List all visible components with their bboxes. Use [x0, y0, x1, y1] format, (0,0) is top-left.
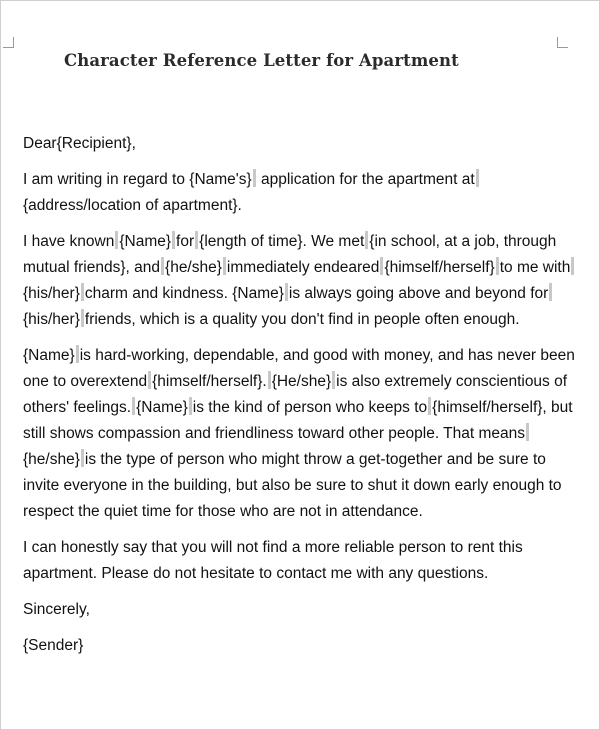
text-run: immediately endeared: [226, 259, 380, 276]
paragraph-2: [23, 229, 583, 333]
field-marker: [81, 449, 84, 467]
field-marker: [81, 309, 84, 327]
field-marker: [195, 231, 198, 249]
paragraph-4: I can honestly say that you will not find a more reliable person to rent this apartment. Please do not hesitate to contact me with any questions.: [23, 539, 523, 582]
field-marker: [253, 169, 256, 187]
field-marker: [161, 257, 164, 275]
margin-corner-top-right: [557, 37, 568, 48]
field-marker: [223, 257, 226, 275]
text-run: application for the apartment at: [260, 171, 475, 188]
field-marker: [380, 257, 383, 275]
text-run: {Name}: [136, 399, 188, 416]
text-run: {he/she}: [165, 259, 222, 276]
text-run: {He/she}: [271, 373, 332, 390]
field-marker: [172, 231, 175, 249]
field-marker: [526, 423, 529, 441]
text-run: {his/her}: [23, 311, 80, 328]
text-run: is always going above and beyond for: [288, 285, 549, 302]
sender: {Sender}: [23, 637, 84, 654]
field-marker: [189, 397, 192, 415]
field-marker: [496, 257, 499, 275]
text-run: is hard-working, dependable, and good with money, and has never been one to overextend: [23, 347, 575, 390]
field-marker: [115, 231, 118, 249]
salutation: Dear{Recipient},: [23, 135, 136, 152]
paragraph-1: [23, 167, 583, 219]
text-run: {address/location of apartment}.: [23, 197, 242, 214]
field-marker: [148, 371, 151, 389]
field-marker: [428, 397, 431, 415]
closing: Sincerely,: [23, 601, 90, 618]
field-marker: [476, 169, 479, 187]
text-run: I am writing in regard to {Name's}: [23, 171, 252, 188]
text-run: friends, which is a quality you don't find in people often enough.: [84, 311, 520, 328]
field-marker: [571, 257, 574, 275]
text-run: {himself/herself}.: [152, 373, 267, 390]
field-marker: [268, 371, 271, 389]
text-run: is also extremely conscientious of others' feelings.: [23, 373, 568, 416]
text-run: {Name}: [119, 233, 172, 250]
text-run: I have known: [23, 233, 115, 250]
text-run: {his/her}: [23, 285, 80, 302]
text-run: {he/she}: [23, 451, 80, 468]
letter-title: Character Reference Letter for Apartment: [64, 51, 459, 70]
field-marker: [132, 397, 135, 415]
field-marker: [76, 345, 79, 363]
field-marker: [332, 371, 335, 389]
text-run: charm and kindness. {Name}: [84, 285, 284, 302]
text-run: for: [176, 233, 195, 250]
text-run: {Name}: [23, 347, 75, 364]
text-run: is the type of person who might throw a get-together and be sure to invite everyone in the building, but also be sure to shut it down early enough to respect the quiet time for those who are not in attendance.: [23, 451, 562, 520]
text-run: {in school, at a job, through mutual friends}, and: [23, 233, 557, 276]
field-marker: [549, 283, 552, 301]
paragraph-3: [23, 343, 583, 525]
margin-corner-top-left: [3, 37, 14, 48]
field-marker: [365, 231, 368, 249]
text-run: {himself/herself}, but still shows compassion and friendliness toward other people. That means: [23, 399, 573, 442]
field-marker: [81, 283, 84, 301]
text-run: {length of time}. We met: [199, 233, 365, 250]
text-run: {himself/herself}: [384, 259, 495, 276]
field-marker: [285, 283, 288, 301]
text-run: to me with: [499, 259, 571, 276]
letter-body: [23, 131, 583, 669]
text-run: is the kind of person who keeps to: [192, 399, 428, 416]
